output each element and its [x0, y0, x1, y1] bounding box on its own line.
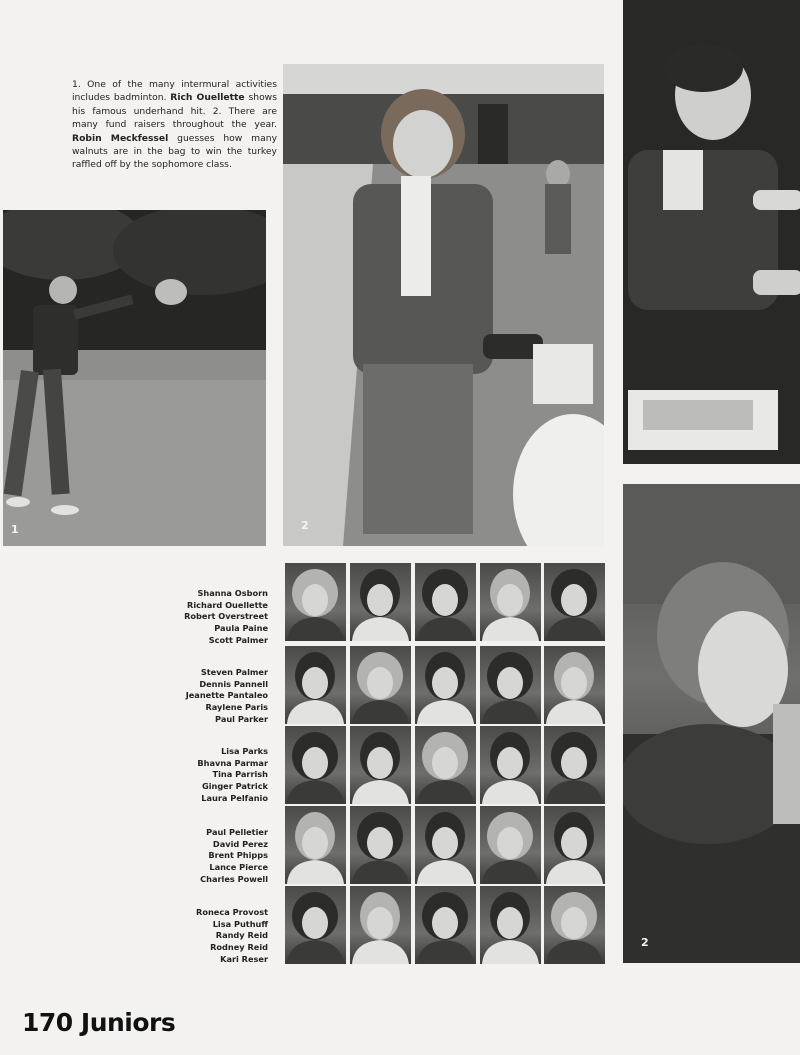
photo-caption	[72, 78, 277, 172]
student-portrait	[480, 726, 541, 804]
student-portrait	[285, 646, 346, 724]
student-name: Tina Parrish	[212, 769, 268, 780]
caption-1-name: Rich Ouellette	[170, 92, 245, 104]
student-name: Kari Reser	[220, 953, 268, 964]
caption-1-number: 1.	[72, 79, 81, 90]
student-name: Lance Pierce	[209, 862, 268, 873]
section-title: Juniors	[80, 1008, 176, 1037]
photo-number-2b: 2	[641, 936, 649, 949]
caption-2-text-end: guesses how many walnuts are in the bag to win the turkey raffled off by the sophomore class.	[72, 132, 278, 171]
names-group-1	[148, 588, 268, 647]
student-portrait	[285, 726, 346, 804]
student-name: Lisa Parks	[221, 746, 268, 756]
student-portrait	[544, 563, 605, 641]
student-name: Scott Palmer	[208, 634, 268, 645]
student-name: Shanna Osborn	[197, 588, 268, 598]
student-portrait	[415, 726, 476, 804]
student-name: Steven Palmer	[200, 667, 268, 677]
caption-2-text: There are many fund raisers throughout the year.	[72, 105, 278, 131]
page-folio	[22, 1008, 175, 1037]
student-portrait	[544, 646, 605, 724]
caption-2-name: Robin Meckfessel	[72, 132, 169, 144]
student-name: Randy Reid	[215, 930, 268, 941]
student-name: Ginger Patrick	[201, 781, 268, 792]
student-portrait	[350, 806, 411, 884]
caption-2-number: 2.	[212, 105, 222, 117]
student-portrait	[480, 886, 541, 964]
student-name: David Perez	[212, 838, 268, 849]
student-portrait	[285, 886, 346, 964]
student-portrait	[285, 806, 346, 884]
student-portrait	[544, 806, 605, 884]
student-name: Laura Pelfanio	[201, 792, 268, 803]
names-group-4	[148, 827, 268, 886]
student-name: Roneca Provost	[196, 907, 268, 917]
top-right-photo	[623, 0, 800, 464]
student-portrait	[544, 726, 605, 804]
student-name: Richard Ouellette	[187, 599, 268, 610]
student-portrait	[480, 806, 541, 884]
student-portrait	[350, 646, 411, 724]
student-name: Paul Pelletier	[206, 827, 268, 837]
walnut-guess-photo	[283, 64, 604, 546]
caption-1-text-end: shows his famous underhand hit.	[72, 92, 277, 117]
student-portrait	[415, 563, 476, 641]
student-portrait	[415, 806, 476, 884]
student-portrait	[544, 886, 605, 964]
student-portrait	[480, 563, 541, 641]
student-name: Bhavna Parmar	[197, 757, 268, 768]
student-name: Charles Powell	[200, 873, 268, 884]
photo-number-2: 2	[301, 519, 309, 532]
student-name: Raylene Paris	[205, 702, 268, 713]
student-name: Brent Phipps	[208, 850, 268, 861]
caption-1-text: One of the many intermural activities includes badminton.	[72, 79, 277, 104]
student-portrait	[350, 886, 411, 964]
names-group-5	[148, 907, 268, 966]
student-candid-photo	[623, 484, 800, 963]
names-group-3	[148, 746, 268, 805]
photo-number-1: 1	[11, 523, 19, 536]
student-portrait	[480, 646, 541, 724]
student-name: Jeanette Pantaleo	[185, 690, 268, 701]
student-name: Rodney Reid	[210, 942, 268, 953]
student-name: Robert Overstreet	[184, 611, 268, 622]
student-portrait	[350, 726, 411, 804]
student-portrait	[415, 886, 476, 964]
student-name: Dennis Pannell	[199, 678, 268, 689]
student-portrait	[415, 646, 476, 724]
names-group-2	[148, 667, 268, 726]
student-portrait	[285, 563, 346, 641]
student-name: Lisa Puthuff	[212, 918, 268, 929]
student-portrait	[350, 563, 411, 641]
student-name: Paula Paine	[214, 623, 268, 634]
badminton-photo	[3, 210, 266, 546]
page-number: 170	[22, 1008, 73, 1037]
student-name: Paul Parker	[215, 713, 268, 724]
